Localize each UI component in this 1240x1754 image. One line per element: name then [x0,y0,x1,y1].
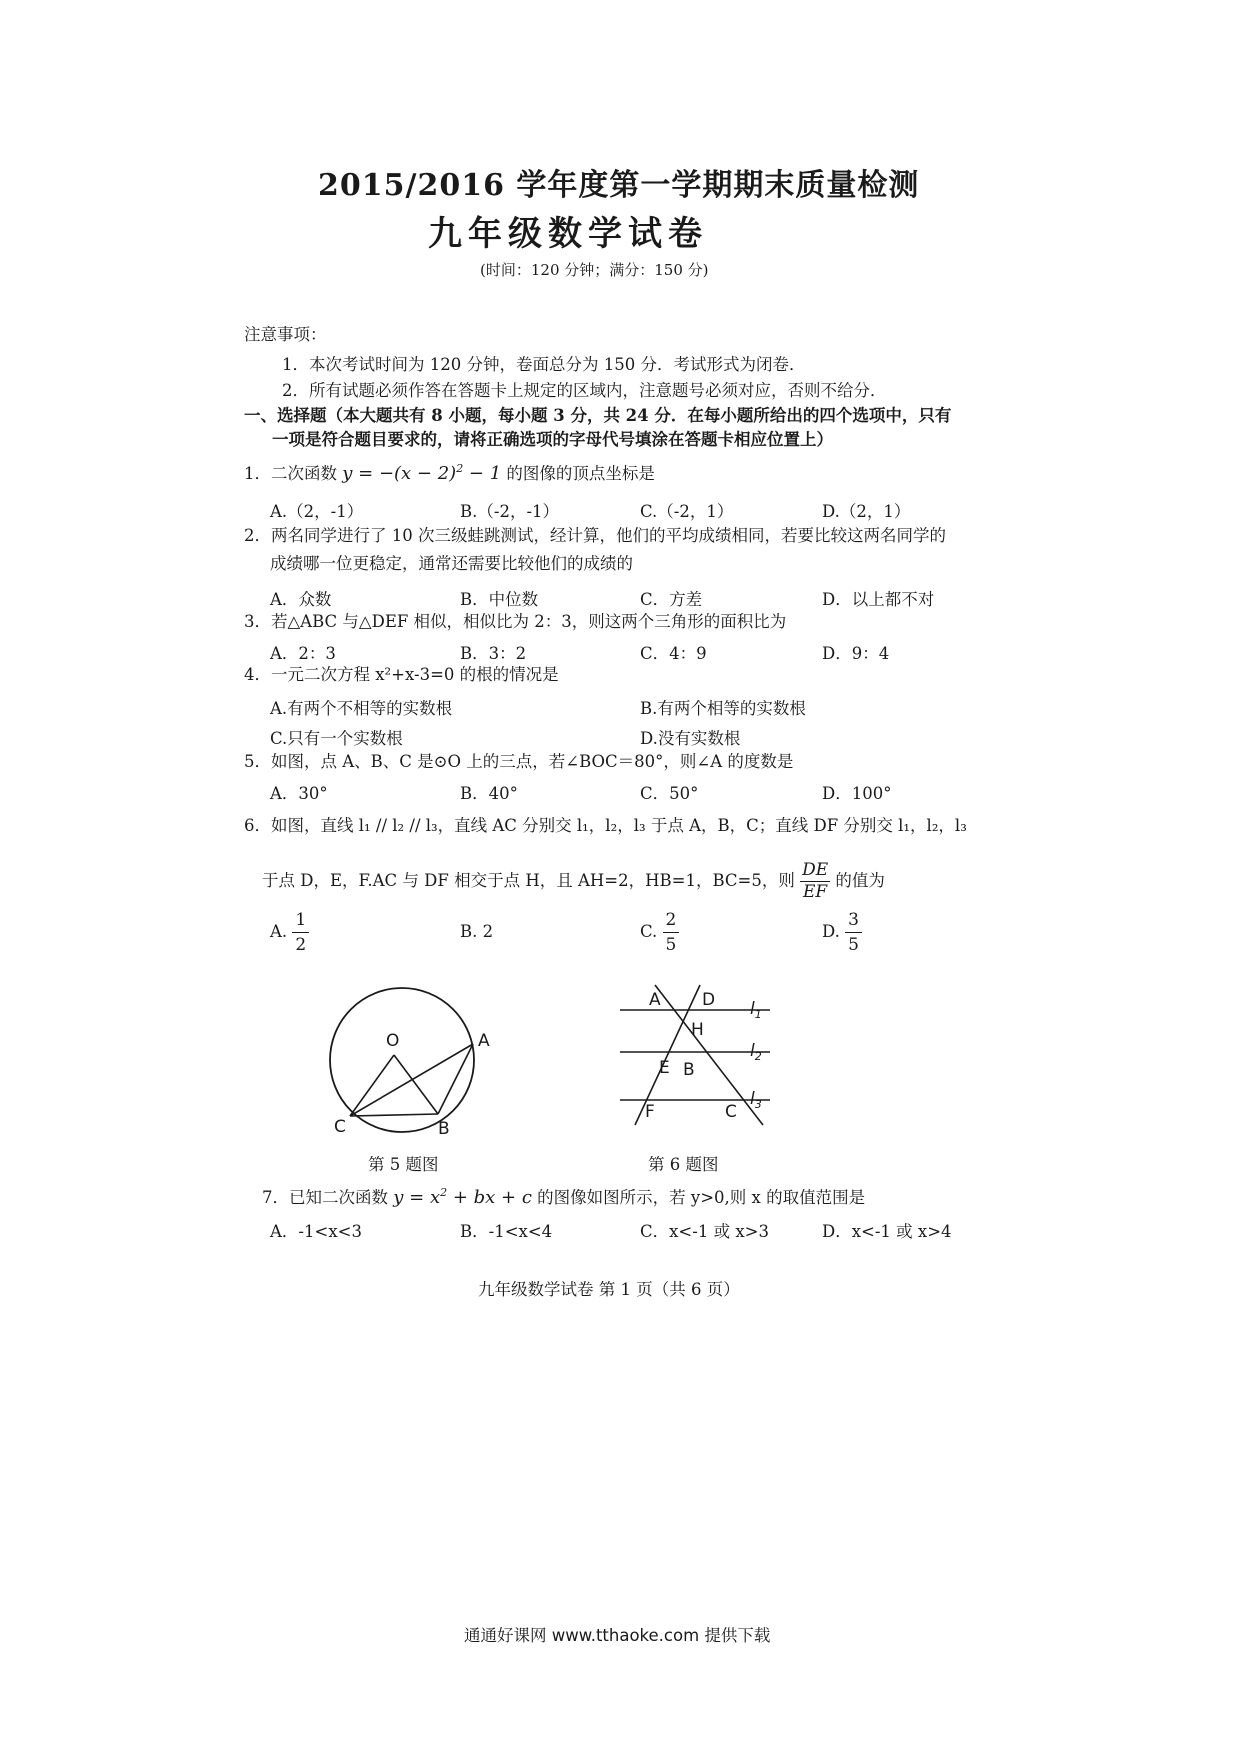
q6-line2-prefix: 于点 D，E，F.AC 与 DF 相交于点 H，且 AH=2，HB=1，BC=5，则 [262,871,795,890]
q5-stem: 5．如图，点 A、B、C 是⊙O 上的三点，若∠BOC＝80°，则∠A 的度数是 [244,752,794,771]
notes-item-1: 1．本次考试时间为 120 分钟，卷面总分为 150 分．考试形式为闭卷． [282,355,806,374]
section1-line1: 一、选择题（本大题共有 8 小题，每小题 3 分，共 24 分．在每小题所给出的四个选项中，只有 [244,406,952,425]
q1-stem [244,463,655,483]
q1-option-a: A.（2，-1） [270,502,364,521]
q2-option-c: C．方差 [640,590,703,609]
q6-fraction [800,862,830,901]
notes-item-2: 2．所有试题必须作答在答题卡上规定的区域内，注意题号必须对应，否则不给分． [282,381,887,400]
q6-line2-suffix: 的值为 [835,871,885,890]
exam-title: 2015/2016 学年度第一学期期末质量检测 [318,168,920,203]
label-b: B [683,1060,695,1080]
q6-line1: 6．如图，直线 l₁ // l₂ // l₃，直线 AC 分别交 l₁，l₂，l₃ 于点 A，B，C；直线 DF 分别交 l₁，l₂，l₃ [244,816,967,835]
figure-5-caption: 第 5 题图 [368,1155,439,1174]
q4-option-b: B.有两个相等的实数根 [640,699,806,718]
q1-suffix: 的图像的顶点坐标是 [501,464,655,483]
q6-option-a [270,910,309,955]
q5-option-b: B．40° [460,784,518,803]
page-footer: 九年级数学试卷 第 1 页（共 6 页） [478,1280,740,1299]
segment-ob [394,1055,438,1114]
q4-option-a: A.有两个不相等的实数根 [270,699,453,718]
q7-stem [262,1187,865,1207]
q4-option-d: D.没有实数根 [640,729,741,748]
q6-option-d-num: 3 [845,910,862,933]
q5-option-d: D．100° [822,784,892,803]
q6-option-c-den: 5 [665,935,677,955]
label-e: E [659,1058,670,1078]
q1-option-d: D.（2，1） [822,502,911,521]
q6-option-c-label: C. [640,922,658,941]
label-a: A [478,1031,490,1051]
label-l1: $l_1$ [750,999,762,1021]
circle-o [330,988,474,1132]
q2-option-a: A．众数 [270,590,332,609]
notes-heading: 注意事项： [244,325,327,344]
label-a: A [649,990,661,1010]
q6-option-d [822,910,862,955]
q7-option-a: A．-1<x<3 [270,1222,362,1241]
q6-option-c-num: 2 [663,910,680,933]
q5-option-c: C．50° [640,784,699,803]
q7-option-c: C．x<-1 或 x>3 [640,1222,769,1241]
q7-formula: $y = x^2$ + bx + c [393,1186,532,1208]
q6-option-d-frac [845,910,862,955]
figure-6-parallel-lines [605,975,795,1150]
figure-5-circle [320,980,500,1150]
q6-option-d-den: 5 [848,935,859,955]
q4-option-c: C.只有一个实数根 [270,729,403,748]
q1-formula: $y = -(x - 2)^2 - 1$ [342,462,502,484]
q1-option-b: B.（-2，-1） [460,502,560,521]
q6-option-c [640,910,679,955]
label-c: C [334,1117,346,1137]
q5-option-a: A．30° [270,784,328,803]
source-watermark: 通通好课网 www.tthaoke.com 提供下载 [464,1626,771,1645]
q3-option-b: B．3：2 [460,644,527,663]
q7-prefix: 7．已知二次函数 [262,1188,394,1207]
q6-fraction-den: EF [802,882,828,902]
segment-cb [350,1114,438,1116]
q2-line2: 成绩哪一位更稳定，通常还需要比较他们的成绩的 [270,554,633,573]
q6-option-a-num: 1 [292,910,309,933]
label-f: F [645,1102,655,1122]
q3-option-a: A．2：3 [270,644,336,663]
exam-subtitle: 九年级数学试卷 [428,214,708,254]
q2-option-d: D．以上都不对 [822,590,935,609]
q7-option-d: D．x<-1 或 x>4 [822,1222,952,1241]
q4-stem: 4．一元二次方程 x²+x-3=0 的根的情况是 [244,665,559,684]
label-l3: $l_3$ [750,1089,762,1111]
q6-option-c-frac [663,910,680,955]
q7-option-b: B．-1<x<4 [460,1222,553,1241]
label-c: C [725,1102,737,1122]
q6-option-b: B. 2 [460,922,494,941]
q3-stem: 3．若△ABC 与△DEF 相似，相似比为 2：3，则这两个三角形的面积比为 [244,612,787,631]
q1-prefix: 1．二次函数 [244,464,343,483]
label-d: D [702,990,716,1010]
q7-suffix: 的图像如图所示，若 y>0,则 x 的取值范围是 [531,1188,866,1207]
q6-option-d-label: D. [822,922,840,941]
q6-option-a-label: A. [270,922,288,941]
label-b: B [438,1119,450,1139]
label-l2: $l_2$ [750,1041,762,1063]
q6-option-a-den: 2 [295,935,307,955]
label-h: H [691,1020,704,1040]
q6-line2 [262,862,885,901]
exam-info: (时间：120 分钟；满分：150 分) [480,261,709,279]
figure-6-caption: 第 6 题图 [648,1155,719,1174]
label-o: O [386,1031,400,1051]
q6-fraction-num: DE [802,860,829,880]
q3-option-c: C．4：9 [640,644,707,663]
segment-oc [350,1055,394,1116]
q2-option-b: B．中位数 [460,590,539,609]
q3-option-d: D．9：4 [822,644,890,663]
q1-option-c: C.（-2，1） [640,502,734,521]
section1-line2: 一项是符合题目要求的，请将正确选项的字母代号填涂在答题卡相应位置上） [272,430,833,449]
q6-option-a-frac [292,910,309,955]
q2-line1: 2．两名同学进行了 10 次三级蛙跳测试，经计算，他们的平均成绩相同，若要比较这两名同学的 [244,526,946,545]
